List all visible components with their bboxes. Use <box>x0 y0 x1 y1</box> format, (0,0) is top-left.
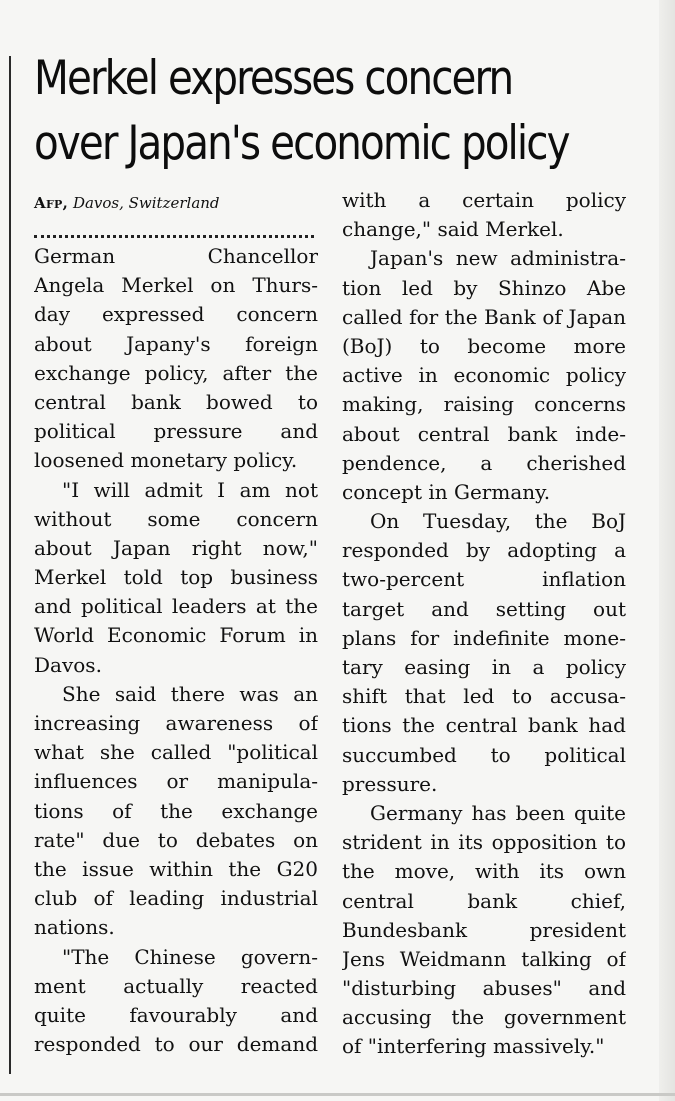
body-text-line: change," said Merkel. <box>342 217 564 242</box>
body-text-line: what she called "political <box>34 740 318 765</box>
body-text-line: without some concern <box>34 506 318 531</box>
body-text-line: "disturbing abuses" and <box>342 976 626 1001</box>
body-text-line: rate" due to debates on <box>34 827 318 852</box>
body-text-line: nations. <box>34 915 115 940</box>
body-text-line: about Japan right now," <box>34 535 318 560</box>
bottom-rule <box>0 1093 675 1096</box>
body-text-line: and political leaders at the <box>34 594 318 619</box>
body-text-line: On Tuesday, the BoJ <box>370 509 626 534</box>
column-2-body <box>342 186 626 1062</box>
body-text-line: increasing awareness of <box>34 711 318 735</box>
body-text-line: Merkel told top business <box>34 565 318 590</box>
body-text-line: plans for indefinite mone- <box>342 625 626 650</box>
body-text-line: World Economic Forum in <box>34 623 318 648</box>
body-text-line: with a certain policy <box>342 188 626 212</box>
body-text-line: called for the Bank of Japan <box>342 304 626 329</box>
byline-separator <box>34 216 314 238</box>
body-text-line: club of leading industrial <box>34 886 318 911</box>
byline-agency: Afp, <box>34 194 69 212</box>
body-text-line: accusing the government <box>342 1005 626 1030</box>
body-text-line: ment actually reacted <box>34 973 318 998</box>
body-text-line: strident in its opposition to <box>342 830 626 855</box>
body-text-line: tion led by Shinzo Abe <box>342 275 626 300</box>
body-text-line: making, raising concerns <box>342 392 626 417</box>
body-text-line: Davos. <box>34 652 102 677</box>
article-column-1 <box>34 192 318 1059</box>
body-text-line: shift that led to accusa- <box>342 684 626 709</box>
body-text-line: political pressure and <box>34 419 318 444</box>
body-text-line: (BoJ) to become more <box>342 333 626 358</box>
body-text-line: central bank bowed to <box>34 389 318 414</box>
body-text-line: concept in Germany. <box>342 479 551 504</box>
body-text-line: She said there was an <box>62 681 318 706</box>
body-text-line: responded by adopting a <box>342 538 626 563</box>
body-text-line: target and setting out <box>342 596 626 621</box>
article-column-2 <box>342 186 626 1062</box>
body-text-line: tary easing in a policy <box>342 655 626 679</box>
headline-line: over Japan's economic policy <box>34 116 569 171</box>
body-text-line: two-percent inflation <box>342 567 626 592</box>
body-text-line: pendence, a cherished <box>342 450 626 475</box>
body-text-line: loosened monetary policy. <box>34 448 298 473</box>
page-edge-shadow <box>659 0 675 1101</box>
body-text-line: the issue within the G20 <box>34 856 318 881</box>
body-text-line: Jens Weidmann talking of <box>342 946 626 971</box>
body-text-line: "I will admit I am not <box>62 477 318 502</box>
body-text-line: tions of the exchange <box>34 798 318 823</box>
body-text-line: responded to our demand <box>34 1032 318 1057</box>
body-text-line: Germany has been quite <box>370 800 626 825</box>
body-text-line: about central bank inde- <box>342 421 626 446</box>
body-text-line: exchange policy, after the <box>34 360 318 385</box>
body-text-line: day expressed concern <box>34 302 318 327</box>
byline <box>34 192 318 216</box>
byline-place: Davos, Switzerland <box>72 194 220 212</box>
body-text-line: German Chancellor <box>34 244 318 268</box>
body-text-line: tions the central bank had <box>342 713 626 738</box>
body-text-line: about Japany's foreign <box>34 331 318 356</box>
body-text-line: Angela Merkel on Thurs- <box>34 273 318 298</box>
article-headline <box>34 46 567 176</box>
body-text-line: Bundesbank president <box>342 917 626 942</box>
body-text-line: influences or manipula- <box>34 769 318 794</box>
body-text-line: active in economic policy <box>342 363 626 388</box>
body-text-line: "The Chinese govern- <box>62 944 318 969</box>
body-text-line: of "interfering massively." <box>342 1034 605 1059</box>
column-rule <box>9 56 11 1074</box>
body-text-line: Japan's new administra- <box>370 246 626 271</box>
column-1-body <box>34 242 318 1059</box>
body-text-line: the move, with its own <box>342 859 626 884</box>
body-text-line: pressure. <box>342 771 438 796</box>
body-text-line: quite favourably and <box>34 1002 318 1027</box>
body-text-line: succumbed to political <box>342 742 626 767</box>
body-text-line: central bank chief, <box>342 888 626 913</box>
headline-line: Merkel expresses concern <box>34 51 513 106</box>
